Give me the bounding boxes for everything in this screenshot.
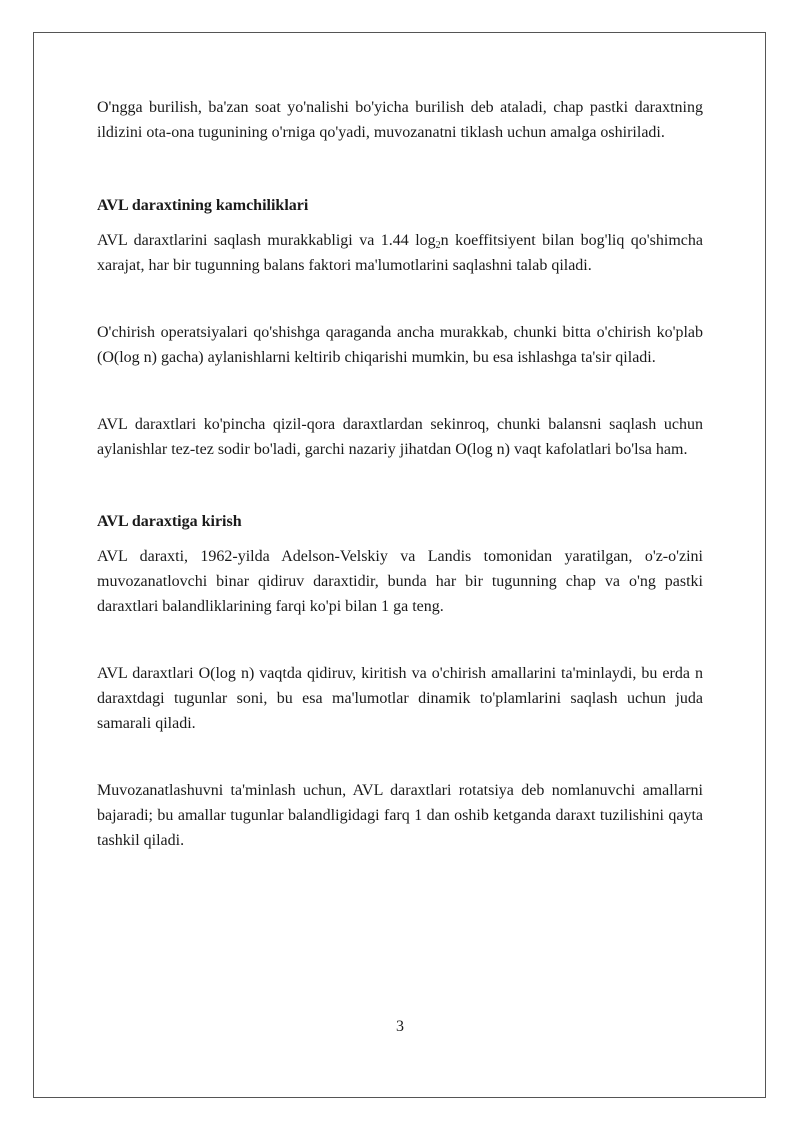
paragraph-avl-rotations: Muvozanatlashuvni ta'minlash uchun, AVL daraxtlari rotatsiya deb nomlanuvchi amallarni bajaradi; bu amallar tugunlar balandligidagi farq 1 dan oshib ketganda daraxt tuzilishini qayta tashkil qiladi.: [97, 782, 703, 849]
paragraph-avl-overhead: [97, 228, 703, 278]
document-body: [97, 95, 703, 853]
paragraph-avl-vs-red-black: AVL daraxtlari ko'pincha qizil-qora daraxtlardan sekinroq, chunki balansni saqlash uchun aylanishlar tez-tez sodir bo'ladi, garchi nazariy jihatdan O(log n) vaqt kafolatlari bo'lsa ham.: [97, 416, 703, 458]
page-number: 3: [396, 1018, 404, 1035]
paragraph-deletion-complexity: O'chirish operatsiyalari qo'shishga qaraganda ancha murakkab, chunki bitta o'chirish ko'plab (O(log n) gacha) aylanishlarni keltirib chiqarishi mumkin, bu esa ishlashga ta'sir qiladi.: [97, 324, 703, 366]
paragraph-avl-overhead-part2: n koeffitsiyent bilan bog'liq qo'shimcha xarajat, har bir tugunning balans faktori ma'lumotlarini saqlashni talab qiladi.: [97, 232, 703, 274]
log-base-subscript: 2: [435, 240, 441, 251]
heading-avl-disadvantages: AVL daraxtining kamchiliklari: [97, 197, 309, 214]
paragraph-avl-operations: AVL daraxtlari O(log n) vaqtda qidiruv, kiritish va o'chirish amallarini ta'minlaydi, bu erda n daraxtdagi tugunlar soni, bu esa ma'lumotlar dinamik to'plamlarini saqlash uchun juda samarali qiladi.: [97, 665, 703, 732]
paragraph-avl-overhead-part1: AVL daraxtlarini saqlash murakkabligi va 1.44 log: [97, 232, 436, 249]
paragraph-avl-definition: AVL daraxti, 1962-yilda Adelson-Velskiy va Landis tomonidan yaratilgan, o'z-o'zini muvozanatlovchi binar qidiruv daraxtidir, bunda har bir tugunning chap va o'ng pastki daraxtlari balandliklarining farqi ko'pi bilan 1 ga teng.: [97, 548, 703, 615]
paragraph-right-rotation: O'ngga burilish, ba'zan soat yo'nalishi bo'yicha burilish deb ataladi, chap pastki daraxtning ildizini ota-ona tugunining o'rniga qo'yadi, muvozanatni tiklash uchun amalga oshiriladi.: [97, 99, 703, 141]
heading-avl-introduction: AVL daraxtiga kirish: [97, 513, 242, 530]
